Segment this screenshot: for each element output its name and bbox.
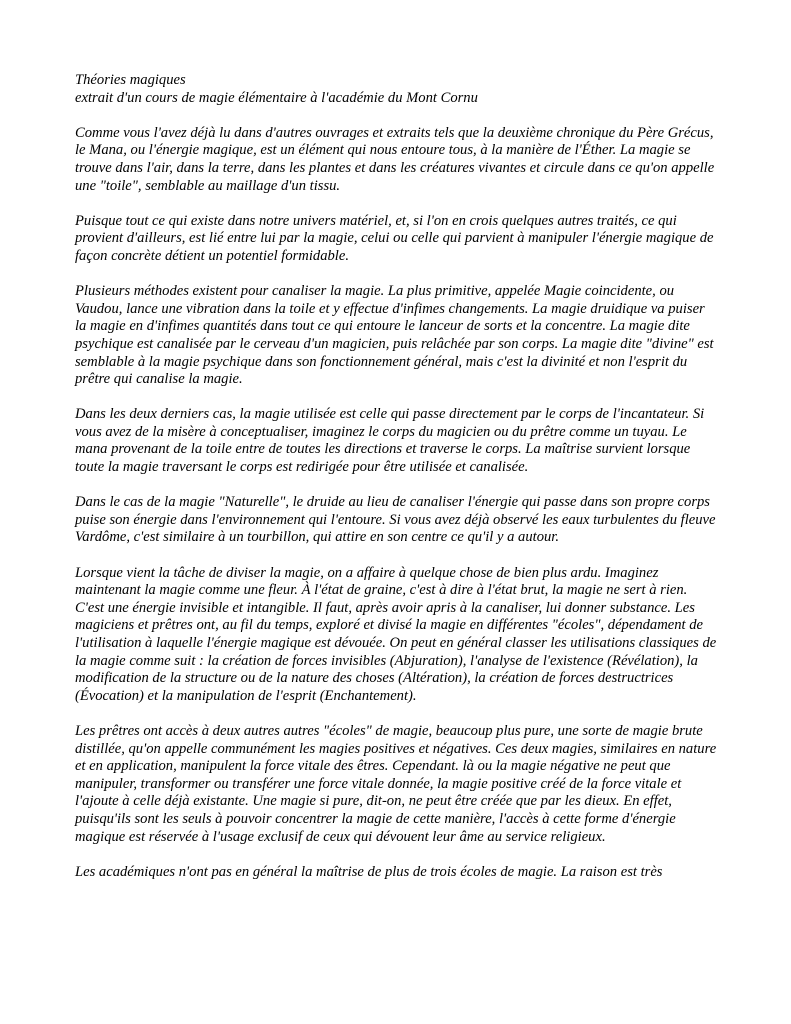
paragraph-5: Dans le cas de la magie "Naturelle", le druide au lieu de canaliser l'énergie qui passe dans son propre corps puise son énergie dans l'environnement qui l'entoure. Si vous avez déjà observé les eaux turbulentes du fleuve Vardôme, c'est similaire à un tourbillon, qui attire en son centre ce qu'il y a autour. <box>75 494 716 546</box>
document-subtitle: extrait d'un cours de magie élémentaire à l'académie du Mont Cornu <box>75 89 478 106</box>
paragraph-4: Dans les deux derniers cas, la magie utilisée est celle qui passe directement par le corps de l'incantateur. Si vous avez de la misère à conceptualiser, imaginez le corps du magicien ou du prêtre comme un tuyau. Le mana provenant de la toile entre de toutes les directions et traverse le corps. La maîtrise survient lorsque toute la magie traversant le corps est redirigée pour être utilisée et canalisée. <box>75 406 705 476</box>
paragraph-8: Les académiques n'ont pas en général la maîtrise de plus de trois écoles de magie. La raison est très <box>75 863 663 880</box>
paragraph-7: Les prêtres ont accès à deux autres autres "écoles" de magie, beaucoup plus pure, une sorte de magie brute distillée, qu'on appelle communément les magies positives et négatives. Ces deux magies, similaires en nature et en application, manipulent la force vitale des êtres. Cependant. là ou la magie négative ne peut que manipuler, transformer ou transférer une force vitale donnée, la magie positive créé de la force vitale et l'ajoute à celle déjà existante. Une magie si pure, dit-on, ne peut être créée que par les dieux. En effet, puisqu'ils sont les seuls à pouvoir concentrer la magie de cette manière, l'accès à cette forme d'énergie magique est réservée à l'usage exclusif de ceux qui dévouent leur âme au service religieux. <box>75 722 717 845</box>
paragraph-2: Puisque tout ce qui existe dans notre univers matériel, et, si l'on en crois quelques autres traités, ce qui provient d'ailleurs, est lié entre lui par la magie, celui ou celle qui parvient à manipuler l'énergie magique de façon concrète détient un potentiel formidable. <box>75 212 714 264</box>
document-title: Théories magiques <box>75 72 186 88</box>
paragraph-6: Lorsque vient la tâche de diviser la magie, on a affaire à quelque chose de bien plus ardu. Imaginez maintenant la magie comme une fleur. À l'état de graine, c'est à dire à l'état brut, la magie ne sert à rien. C'est une énergie invisible et intangible. Il faut, après avoir apris à la canaliser, lui donner substance. Les magiciens et prêtres ont, au fil du temps, exploré et divisé la magie en différentes "écoles", dépendament de l'utilisation à laquelle l'énergie magique est dévouée. On peut en général classer les utilisations classiques de la magie comme suit : la création de forces invisibles (Abjuration), l'analyse de l'existence (Révélation), la modification de la structure ou de la nature des choses (Altération), la création de forces destructrices (Évocation) et la manipulation de l'esprit (Enchantement). <box>75 564 717 704</box>
document-header <box>75 72 717 107</box>
paragraph-1: Comme vous l'avez déjà lu dans d'autres ouvrages et extraits tels que la deuxième chronique du Père Grécus, le Mana, ou l'énergie magique, est un élément qui nous entoure tous, à la manière de l'Éther. La magie se trouve dans l'air, dans la terre, dans les plantes et dans les créatures vivantes et circule dans ce qu'on appelle une "toile", semblable au maillage d'un tissu. <box>75 124 715 194</box>
document-page <box>75 72 717 899</box>
paragraph-3: Plusieurs méthodes existent pour canaliser la magie. La plus primitive, appelée Magie coincidente, ou Vaudou, lance une vibration dans la toile et y effectue d'infimes changements. La magie druidique va puiser la magie en d'infimes quantités dans tout ce qui entoure le lanceur de sorts et la concentre. La magie dite psychique est canalisée par le cerveau d'un magicien, puis relâchée par son corps. La magie dite "divine" est semblable à la magie psychique dans son fonctionnement général, mais c'est la divinité et non l'esprit du prêtre qui canalise la magie. <box>75 283 714 388</box>
